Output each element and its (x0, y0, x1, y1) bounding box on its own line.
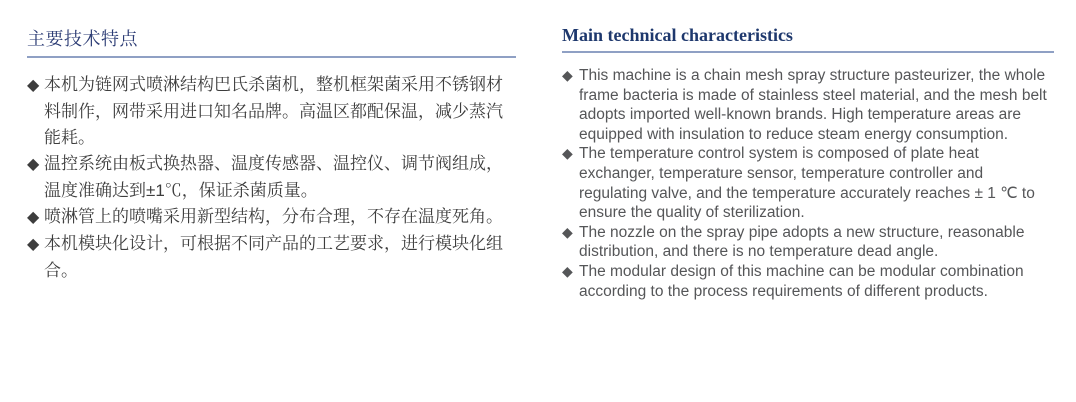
diamond-bullet-icon: ◆ (562, 145, 573, 162)
chinese-section-header (27, 25, 516, 58)
list-item-text: The nozzle on the spray pipe adopts a new structure, reasonable distribution, and there is no temperature dead angle. (579, 223, 1025, 261)
chinese-feature-list (27, 72, 516, 284)
chinese-features-section (27, 25, 516, 284)
list-item (562, 223, 1050, 262)
list-item-text: 本机模块化设计，可根据不同产品的工艺要求，进行模块化组合。 (44, 234, 503, 280)
english-section-header (562, 25, 1054, 53)
english-section-title: Main technical characteristics (562, 25, 793, 45)
diamond-bullet-icon: ◆ (27, 209, 40, 226)
list-item-text: 本机为链网式喷淋结构巴氏杀菌机，整机框架菌采用不锈钢材料制作，网带采用进口知名品牌。高温区都配保温，减少蒸汽能耗。 (44, 75, 503, 147)
list-item-text: 喷淋管上的喷嘴采用新型结构，分布合理，不存在温度死角。 (44, 207, 503, 226)
english-feature-list (562, 66, 1050, 301)
english-features-section (562, 25, 1054, 301)
diamond-bullet-icon: ◆ (27, 156, 40, 173)
list-item-text: The temperature control system is composed of plate heat exchanger, temperature sensor, temperature controller and regulating valve, and the temperature accurately reaches ± 1 ℃ to ensure the quality of sterilization. (579, 145, 1035, 222)
list-item (27, 231, 516, 284)
list-item-text: 温控系统由板式换热器、温度传感器、温控仪、调节阀组成，温度准确达到±1℃，保证杀菌质量。 (44, 154, 503, 200)
list-item (562, 66, 1050, 144)
list-item (27, 151, 516, 204)
list-item (27, 204, 516, 231)
diamond-bullet-icon: ◆ (562, 67, 573, 83)
diamond-bullet-icon: ◆ (562, 262, 573, 279)
list-item (562, 262, 1050, 301)
list-item (27, 72, 516, 151)
chinese-section-title: 主要技术特点 (27, 29, 138, 49)
diamond-bullet-icon: ◆ (27, 236, 40, 253)
list-item (562, 144, 1050, 222)
list-item-text: This machine is a chain mesh spray structure pasteurizer, the whole frame bacteria is made of stainless steel material, and the mesh belt adopts imported well-known brands. High temperature areas are equipped with insulation to reduce steam energy consumption. (579, 67, 1047, 143)
diamond-bullet-icon: ◆ (27, 77, 40, 94)
diamond-bullet-icon: ◆ (562, 223, 573, 240)
list-item-text: The modular design of this machine can be modular combination according to the process requirements of different products. (579, 262, 1024, 300)
